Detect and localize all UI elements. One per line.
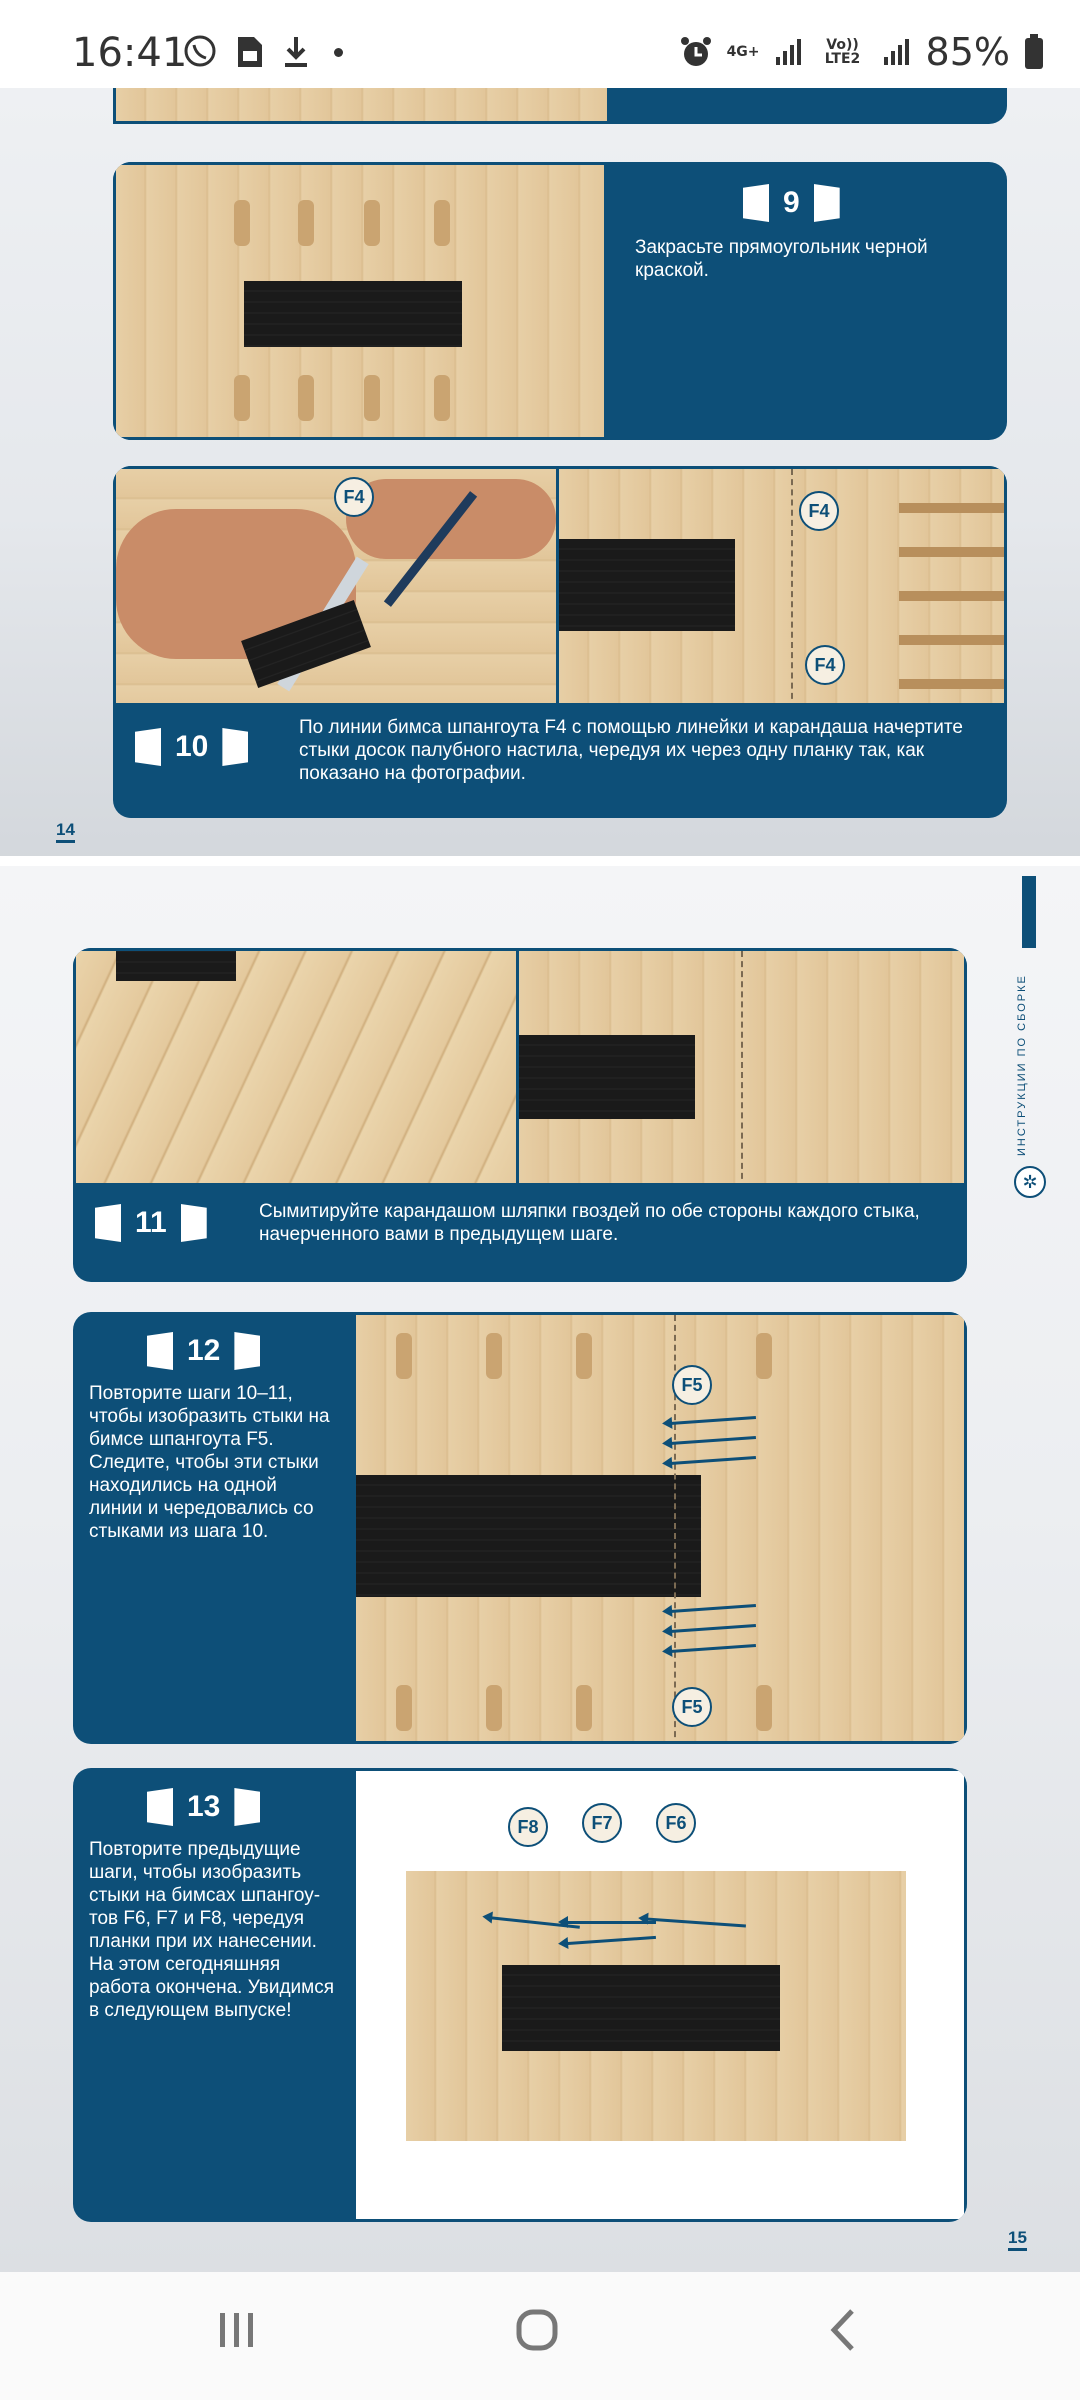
book-right-icon <box>234 1788 260 1826</box>
manual-page-15 <box>0 866 1080 2272</box>
lte-indicator: Vo)) LTE2 <box>824 37 861 67</box>
section-side-label: ИНСТРУКЦИИ ПО СБОРКЕ <box>1016 974 1028 1156</box>
signal-icon <box>774 37 804 67</box>
step11-photo-right <box>516 948 967 1186</box>
step9-number: 9 <box>783 186 800 219</box>
notification-dot-icon <box>334 48 343 57</box>
alarm-icon <box>679 35 713 69</box>
frame-part <box>486 1333 502 1379</box>
network-type: 4G+ <box>726 44 760 60</box>
frame-part <box>364 375 380 421</box>
frame-part <box>234 200 250 246</box>
recent-apps-button[interactable] <box>214 2306 260 2366</box>
step10-text: По линии бимса шпангоута F4 с помощью линейки и карандаша начертите стыки досок палубного настила, чередуя их через одну планку так, как показано на фотографии. <box>299 717 963 784</box>
signal-icon-2 <box>882 37 912 67</box>
back-button[interactable] <box>822 2306 868 2366</box>
step12-number: 12 <box>187 1334 221 1367</box>
deck-model <box>406 1871 906 2141</box>
frame-part <box>434 375 450 421</box>
step12-photo <box>353 1312 967 1744</box>
label-f6: F6 <box>656 1803 696 1843</box>
section-marker <box>1022 876 1036 948</box>
label-f7: F7 <box>582 1803 622 1843</box>
frame-part <box>396 1685 412 1731</box>
step12-panel <box>73 1312 967 1744</box>
book-right-icon <box>234 1332 260 1370</box>
arrow-icon <box>670 1644 756 1653</box>
step10-photo-left <box>113 466 559 706</box>
step12-text: Повторите шаги 10–11, чтобы изобразить стыки на бимсе шпангоута F5. Следите, чтобы эти стыки находились на одной линии и чередовались со стыками из шага 10. <box>89 1383 330 1542</box>
page-number-15: 15 <box>1008 2228 1027 2251</box>
label-f8: F8 <box>508 1807 548 1847</box>
home-icon <box>514 2307 560 2353</box>
step10-number: 10 <box>175 730 209 763</box>
recent-apps-icon <box>214 2307 260 2353</box>
arrow-icon <box>670 1416 756 1425</box>
book-left-icon <box>95 1204 121 1242</box>
book-right-icon <box>814 184 840 222</box>
step8-panel-cropped <box>607 88 1007 124</box>
back-icon <box>822 2307 868 2353</box>
step11-photo-left <box>73 948 519 1186</box>
navigation-bar <box>0 2272 1080 2400</box>
book-left-icon <box>743 184 769 222</box>
step11-number: 11 <box>135 1206 167 1239</box>
arrow-icon <box>670 1604 756 1613</box>
page-number-14: 14 <box>56 820 75 843</box>
frame-part <box>486 1685 502 1731</box>
frame-part <box>364 200 380 246</box>
frame-part <box>756 1333 772 1379</box>
clock: 16:41 <box>72 30 188 76</box>
viber-icon <box>182 34 218 70</box>
step13-panel <box>73 1768 967 2222</box>
book-right-icon <box>181 1204 207 1242</box>
black-rectangle <box>502 1965 780 2051</box>
step10-photo-right <box>556 466 1007 706</box>
label-f4: F4 <box>799 491 839 531</box>
black-rectangle <box>116 948 236 981</box>
black-rectangle <box>519 1035 695 1119</box>
step13-text: Повторите предыдущие шаги, чтобы изобразить стыки на бимсах шпангоу-тов F6, F7 и F8, чередуя планки при их нанесении. На этом сегодняшняя работа окончена. Увидимся в следующем выпуске! <box>89 1839 334 2021</box>
book-left-icon <box>147 1788 173 1826</box>
download-icon <box>282 35 310 69</box>
frame-part <box>234 375 250 421</box>
label-f4: F4 <box>805 645 845 685</box>
status-bar <box>0 0 1080 88</box>
frame-part <box>396 1333 412 1379</box>
frame-part <box>576 1685 592 1731</box>
sim-card-icon <box>236 35 264 69</box>
book-right-icon <box>222 728 248 766</box>
arrow-icon <box>670 1624 756 1633</box>
battery-percent: 85% <box>925 30 1010 74</box>
label-f4: F4 <box>334 477 374 517</box>
label-f5: F5 <box>672 1687 712 1727</box>
step11-panel <box>73 948 967 1282</box>
step13-badge <box>147 1788 260 1826</box>
step10-badge <box>135 728 248 766</box>
book-left-icon <box>135 728 161 766</box>
arrow-icon <box>670 1456 756 1465</box>
frame-part <box>298 200 314 246</box>
manual-page-14 <box>0 88 1080 866</box>
step10-panel <box>113 466 1007 818</box>
step9-panel <box>113 162 1007 440</box>
step8-photo-cropped <box>113 88 610 124</box>
home-button[interactable] <box>514 2306 560 2366</box>
step11-badge <box>95 1204 207 1242</box>
label-f5: F5 <box>672 1365 712 1405</box>
compass-icon: ✲ <box>1014 1166 1046 1198</box>
step12-badge <box>147 1332 260 1370</box>
step9-photo <box>113 162 607 440</box>
book-left-icon <box>147 1332 173 1370</box>
step9-text: Закрасьте прямоугольник черной краской. <box>635 237 928 281</box>
black-rectangle <box>356 1475 701 1597</box>
frame-part <box>298 375 314 421</box>
frame-part <box>756 1685 772 1731</box>
frame-part <box>576 1333 592 1379</box>
frame-part <box>434 200 450 246</box>
step13-number: 13 <box>187 1790 221 1823</box>
black-rectangle <box>244 281 462 347</box>
arrow-icon <box>670 1436 756 1445</box>
black-rectangle <box>559 539 735 631</box>
battery-icon <box>1024 34 1044 70</box>
step13-photo <box>353 1768 967 2222</box>
step9-badge <box>743 184 840 222</box>
step11-text: Сымитируйте карандашом шляпки гвоздей по обе стороны каждого стыка, начерченного вами в предыдущем шаге. <box>259 1201 920 1245</box>
